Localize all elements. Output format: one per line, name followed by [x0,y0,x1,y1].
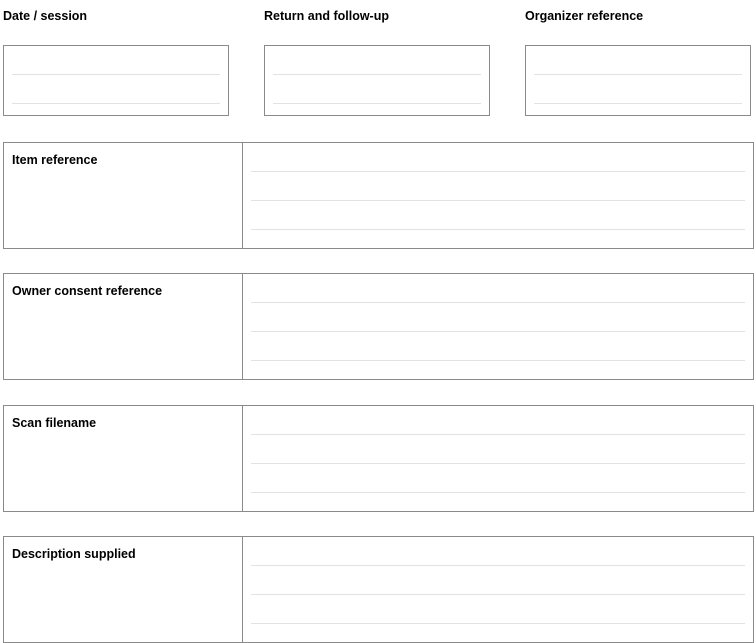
scan-filename-label: Scan filename [4,406,243,511]
writing-line [251,463,745,464]
date-session-label: Date / session [3,9,88,23]
date-session-field[interactable] [3,45,229,116]
writing-line [251,171,745,172]
writing-line [251,331,745,332]
item-reference-row [3,142,754,249]
writing-line [251,565,745,566]
description-supplied-field[interactable] [243,537,753,642]
return-follow-up-field[interactable] [264,45,490,116]
owner-consent-reference-field[interactable] [243,274,753,379]
writing-line [251,200,745,201]
owner-consent-reference-row [3,273,754,380]
description-supplied-row [3,536,754,643]
writing-line [251,360,745,361]
writing-line [251,594,745,595]
item-reference-label: Item reference [4,143,243,248]
writing-line [251,434,745,435]
description-supplied-label: Description supplied [4,537,243,642]
writing-line [251,492,745,493]
writing-line [273,74,481,75]
writing-line [273,103,481,104]
writing-line [251,302,745,303]
writing-line [251,229,745,230]
writing-line [251,623,745,624]
item-reference-field[interactable] [243,143,753,248]
return-follow-up-label: Return and follow-up [264,9,389,23]
owner-consent-reference-label: Owner consent reference [4,274,243,379]
writing-line [534,74,742,75]
writing-line [12,103,220,104]
scan-filename-field[interactable] [243,406,753,511]
writing-line [12,74,220,75]
writing-line [534,103,742,104]
organizer-reference-field[interactable] [525,45,751,116]
organizer-reference-label: Organizer reference [525,9,644,23]
scan-filename-row [3,405,754,512]
